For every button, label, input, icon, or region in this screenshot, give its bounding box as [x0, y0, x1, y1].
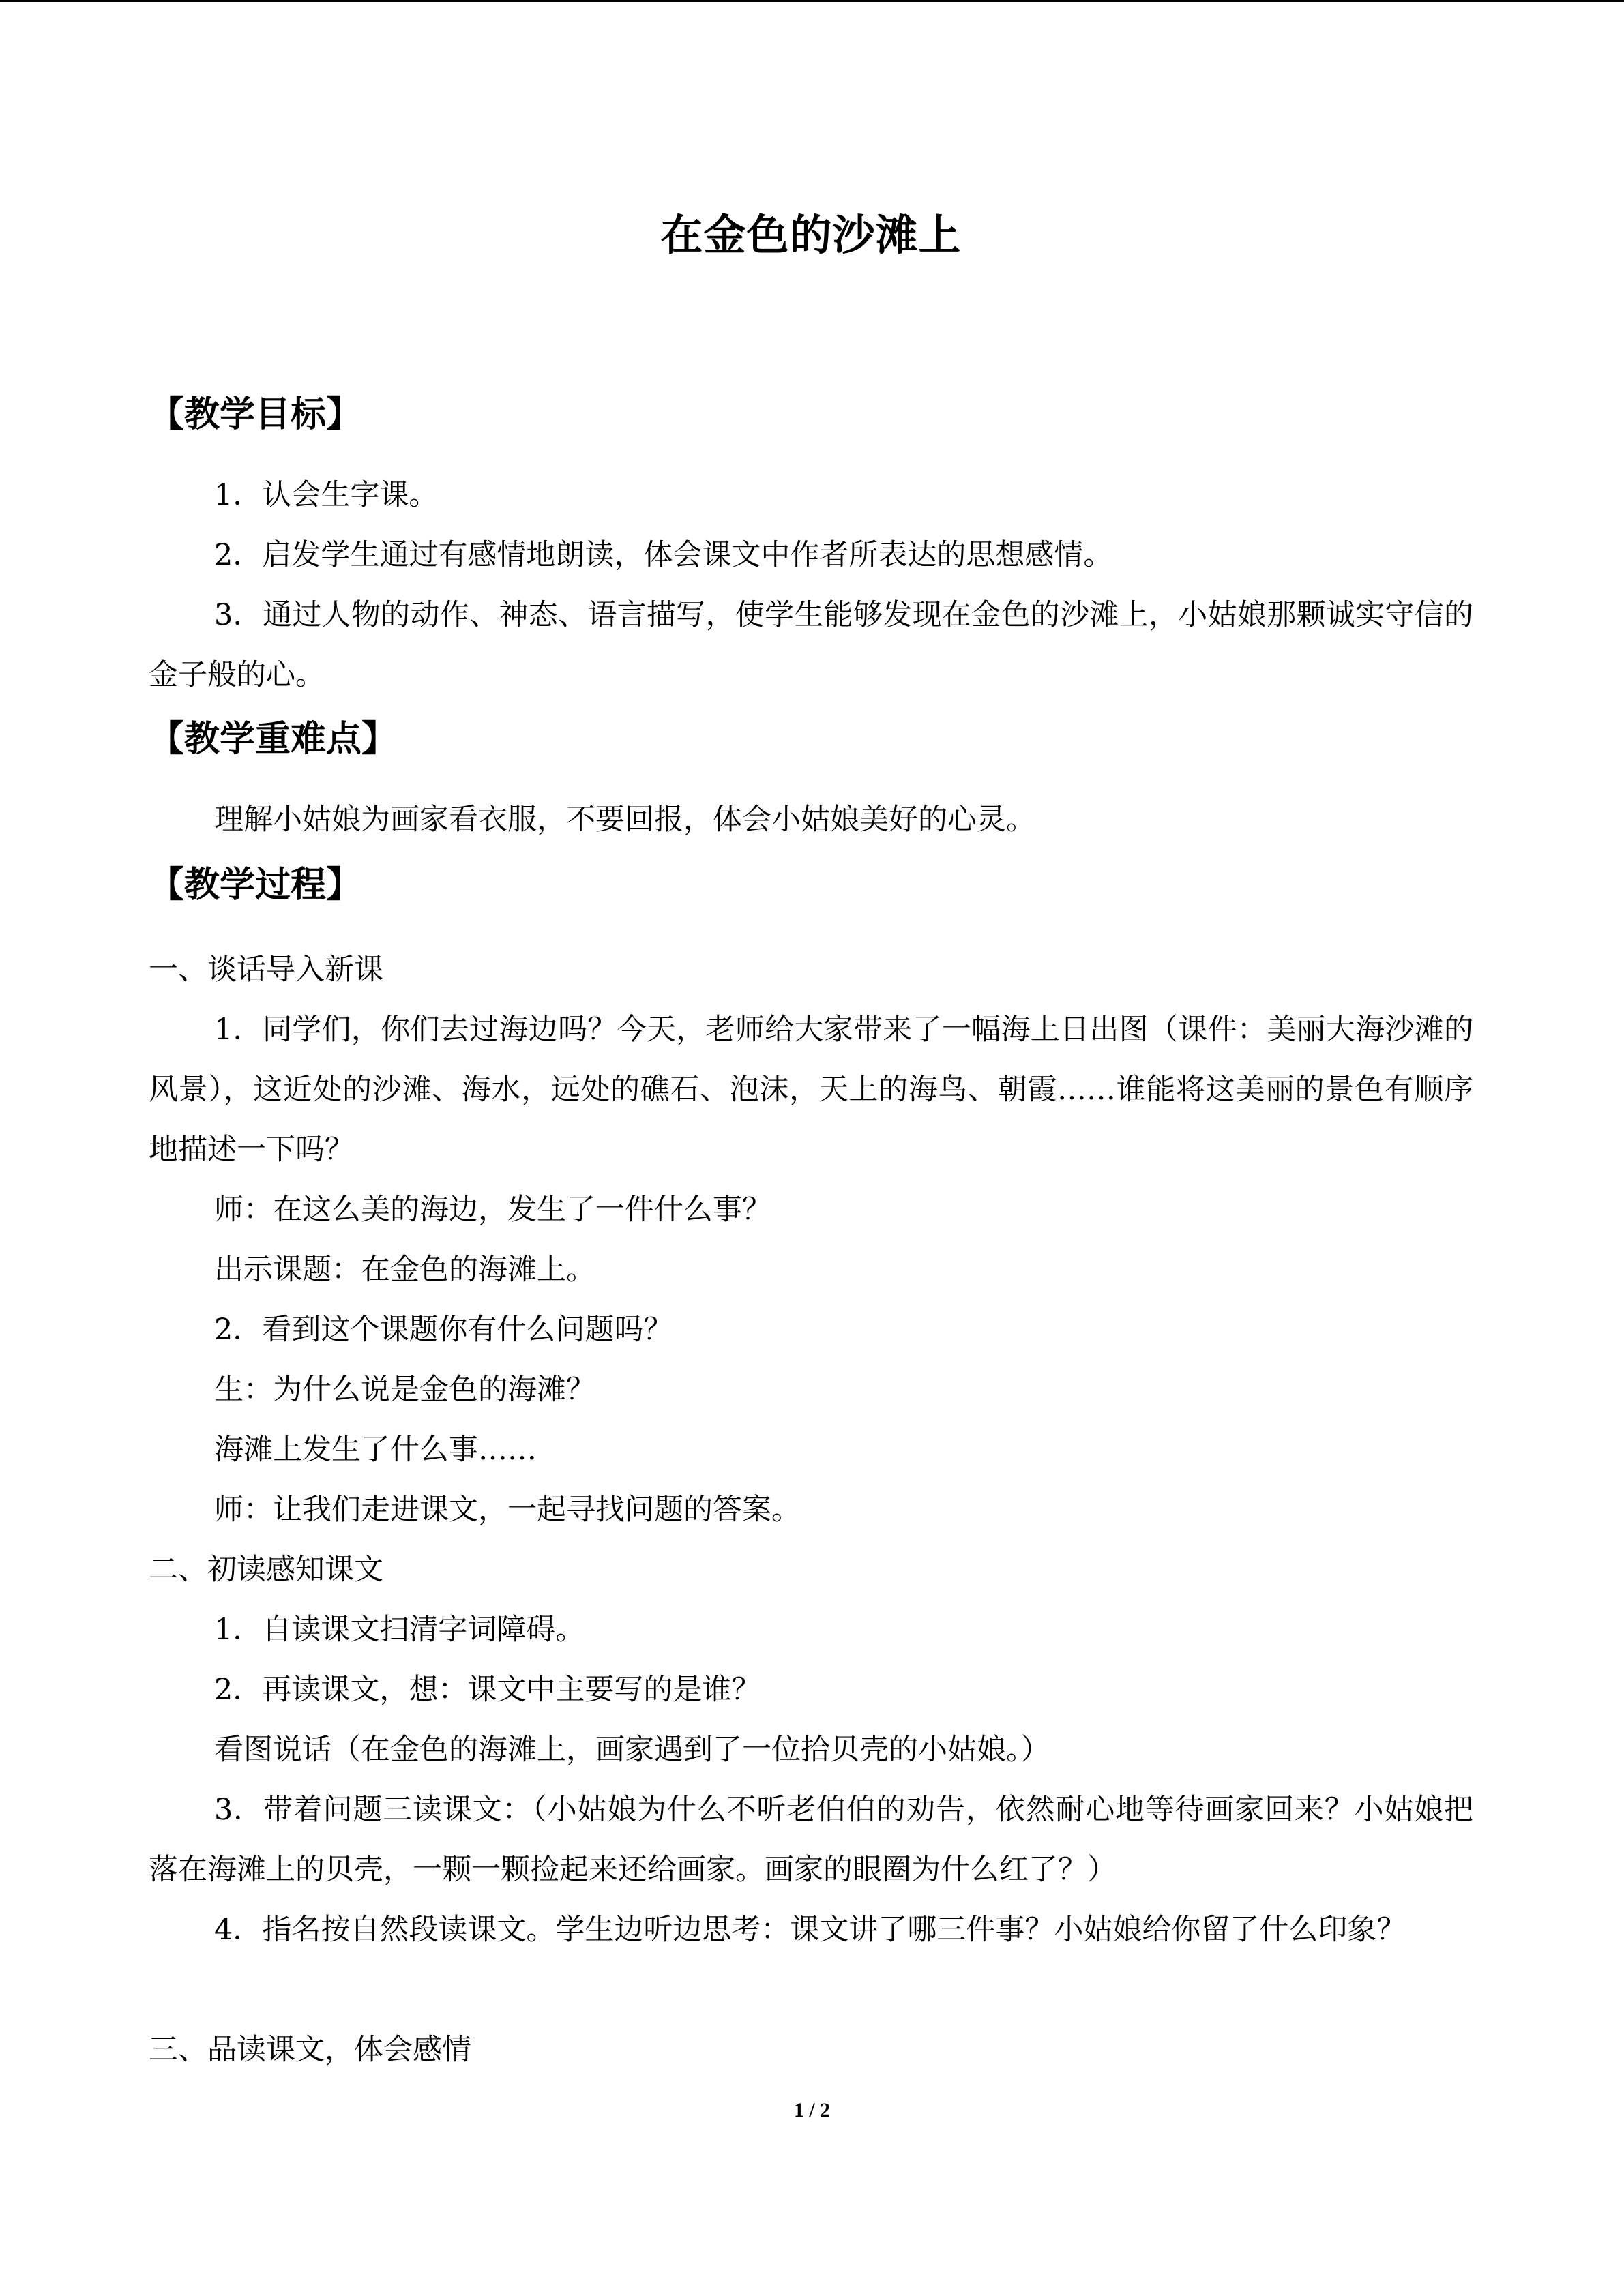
part1-line-6: 海滩上发生了什么事……: [214, 1433, 537, 1467]
part1-title: 一、谈话导入新课: [149, 953, 383, 987]
part2-line-3: 看图说话（在金色的海滩上，画家遇到了一位拾贝壳的小姑娘。）: [214, 1733, 1050, 1767]
section-heading-goals: 【教学目标】: [149, 394, 362, 435]
section-heading-process: 【教学过程】: [149, 865, 362, 906]
part1-line-7: 师：让我们走进课文，一起寻找问题的答案。: [214, 1493, 801, 1527]
part1-line-4: 2．看到这个课题你有什么问题吗？: [214, 1313, 673, 1347]
key-points-text: 理解小姑娘为画家看衣服，不要回报，体会小姑娘美好的心灵。: [214, 803, 1035, 837]
part2-title: 二、初读感知课文: [149, 1553, 383, 1587]
section-heading-key-points: 【教学重难点】: [149, 719, 398, 760]
document-title: 在金色的沙滩上: [660, 210, 962, 260]
part1-line-5: 生：为什么说是金色的海滩？: [214, 1373, 595, 1407]
part1-line-3: 出示课题：在金色的海滩上。: [214, 1253, 595, 1287]
part1-line-2: 师：在这么美的海边，发生了一件什么事？: [214, 1193, 771, 1227]
part2-line-2: 2．再读课文，想：课文中主要写的是谁？: [214, 1673, 761, 1707]
page-indicator: 1 / 2: [793, 2099, 831, 2121]
part2-line-1: 1．自读课文扫清字词障碍。: [214, 1613, 585, 1647]
goal-item-2: 2．启发学生通过有感情地朗读，体会课文中作者所表达的思想感情。: [214, 538, 1113, 572]
part2-line-5: 4．指名按自然段读课文。学生边听边思考：课文讲了哪三件事？小姑娘给你留了什么印象？: [214, 1913, 1406, 1947]
part3-title: 三、品读课文，体会感情: [149, 2033, 471, 2067]
part1-line-1: 1．同学们，你们去过海边吗？今天，老师给大家带来了一幅海上日出图（课件：美丽大海沙滩的风景），这近处的沙滩、海水，远处的礁石、泡沫，天上的海鸟、朝霞……谁能将这美丽的景色有顺序地描述一下吗？: [149, 1013, 1473, 1167]
goal-item-3: 3．通过人物的动作、神态、语言描写，使学生能够发现在金色的沙滩上，小姑娘那颗诚实守信的金子般的心。: [149, 598, 1473, 692]
part2-line-4: 3．带着问题三读课文：（小姑娘为什么不听老伯伯的劝告，依然耐心地等待画家回来？小姑娘把落在海滩上的贝壳，一颗一颗捡起来还给画家。画家的眼圈为什么红了？）: [149, 1793, 1473, 1887]
top-border-line: [0, 0, 1624, 2]
goal-item-1: 1．认会生字课。: [214, 478, 439, 512]
